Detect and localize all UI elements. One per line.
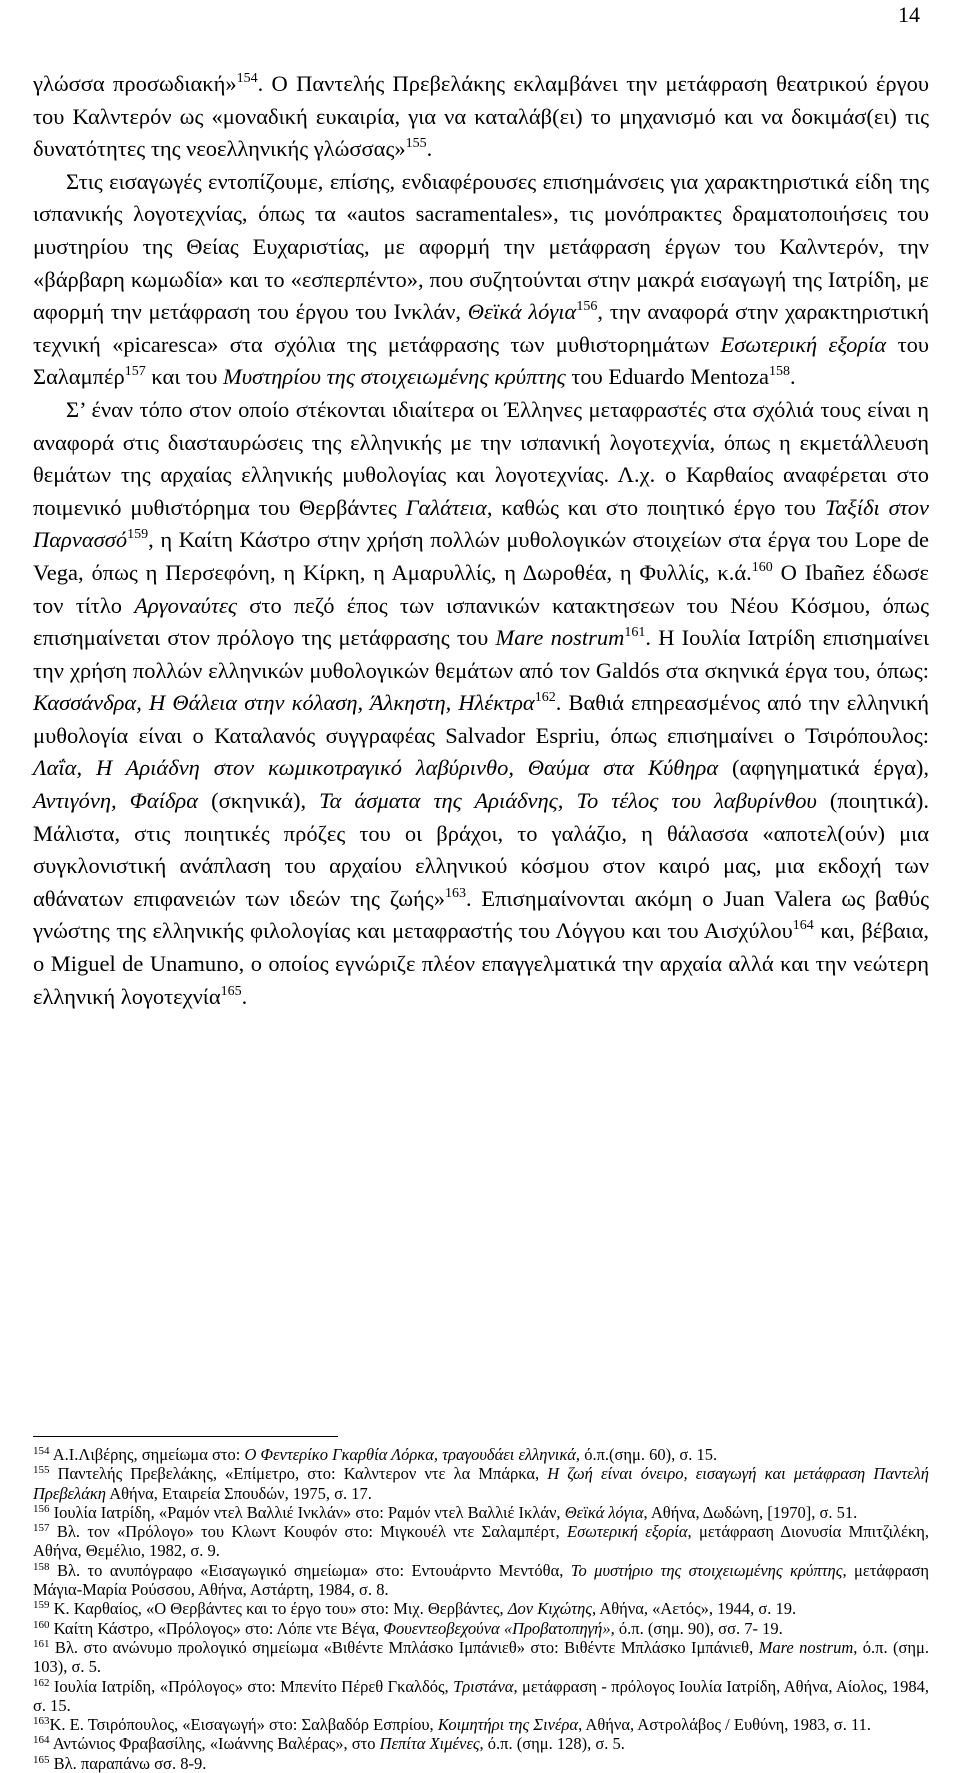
text-run: (σκηνικά),: [198, 788, 320, 814]
text-run: Α.Ι.Λιβέρης, σημείωμα στο:: [49, 1445, 245, 1464]
text-run: .: [790, 364, 796, 390]
text-run: Βλ. παραπάνω σσ. 8-9.: [49, 1753, 207, 1773]
footnote-ref: 164: [792, 918, 814, 934]
paragraph: [33, 68, 929, 166]
paragraph: [33, 394, 929, 1013]
italic-title: Τα άσματα της Αριάδνης, Το τέλος του λαβυρίνθου: [319, 788, 817, 814]
italic-title: Αργοναύτες: [134, 592, 238, 618]
italic-title: Το μυστήριο της στοιχειωμένης κρύπτης: [570, 1560, 843, 1580]
footnote-ref: 159: [33, 1599, 50, 1612]
text-run: Ιουλία Ιατρίδη, «Ραμόν ντελ Βαλλιέ Ινκλάν» στο: Ραμόν ντελ Βαλλιέ Ικλάν,: [49, 1502, 565, 1522]
footnote-ref: 160: [751, 559, 773, 575]
text-run: , Αθήνα, «Αετός», 1944, σ. 19.: [592, 1599, 797, 1619]
text-run: και, βέβαια, ο Miguel de Unamuno, ο οποίος εγνώριζε πλέον επαγγελματικά την αρχαία αλλά και την νεώτερη ελληνική λογοτεχνία: [33, 918, 929, 1009]
footnote: [33, 1522, 929, 1561]
footnote: [33, 1599, 929, 1618]
text-run: και του: [145, 364, 223, 390]
footnote-ref: 162: [534, 690, 556, 706]
text-run: του Eduardo Mentoza: [565, 364, 769, 390]
footnote-ref: 165: [220, 983, 242, 999]
italic-title: Ταξίδι στον Παρνασσό: [33, 494, 930, 553]
text-run: , μετάφραση - πρόλογος Ιουλία Ιατρίδη, Αθήνα, Αίολος, 1984, σ. 15.: [33, 1676, 930, 1715]
italic-title: Κοιμητήρι της Σινέρα: [437, 1715, 579, 1735]
text-run: Στις εισαγωγές εντοπίζουμε, επίσης, ενδιαφέρουσες επισημάνσεις για χαρακτηριστικά είδη της ισπανικής λογοτεχνίας, όπως τα «autos sacramentales», τις μονόπρακτες δραματοποιήσεις του μυστηρίου της Θείας Ευχαριστίας, με αφορμή την μετάφραση έργων του Καλντερόν, την «βάρβαρη κωμωδία» και το «εσπερπέντο», που συζητούνται στην μακρά εισαγωγή της Ιατρίδη, με αφορμή την μετάφραση του έργου του Ινκλάν,: [33, 168, 929, 325]
text-run: Ιουλία Ιατρίδη, «Πρόλογος» στο: Μπενίτο Πέρεθ Γκαλδός,: [49, 1676, 454, 1696]
footnote-ref: 157: [33, 1522, 50, 1535]
italic-title: Ο Φεντερίκο Γκαρθία Λόρκα, τραγουδάει ελληνικά,: [244, 1445, 581, 1464]
footnote: [33, 1619, 929, 1638]
text-run: .: [426, 136, 433, 162]
text-run: , ό.π. (σημ. 128), σ. 5.: [479, 1734, 625, 1754]
footnote-ref: 154: [33, 1445, 50, 1457]
text-run: , καθώς και στο ποιητικό έργο του: [486, 494, 825, 520]
italic-title: Θεϊκά λόγια: [564, 1502, 644, 1522]
italic-title: Κασσάνδρα, Η Θάλεια στην κόλαση, Άλκηστη, Ηλέκτρα: [33, 690, 535, 716]
footnote-ref: 155: [405, 136, 427, 152]
italic-title: Θεϊκά λόγια: [467, 299, 577, 325]
italic-title: Mare nostrum: [495, 625, 625, 651]
text-run: , την αναφορά στην χαρακτηριστική τεχνική «picaresca» στα σχόλια της μετάφρασης των μυθιστορημάτων: [33, 299, 929, 357]
footnote-ref: 163: [33, 1715, 50, 1728]
italic-title: Αντιγόνη, Φαίδρα: [33, 788, 199, 814]
footnote-ref: 159: [127, 527, 149, 543]
footnote-ref: 154: [236, 71, 258, 86]
text-run: . Η Ιουλία Ιατρίδη επισημαίνει την χρήση πολλών ελληνικών μυθολογικών θεμάτων από τον Galdós στα σκηνικά έργα του, όπως:: [33, 625, 929, 683]
footnote: [33, 1464, 929, 1503]
italic-title: Εσωτερική εξορία: [720, 331, 887, 357]
text-run: στο πεζό έπος των ισπανικών κατακτησεων του Νέου Κόσμου, όπως επισημαίνεται στον πρόλογο της μετάφρασης του: [33, 592, 929, 651]
footnote-ref: 155: [33, 1464, 50, 1477]
text-run: (ποιητικά). Μάλιστα, στις ποιητικές πρόζες του οι βράχοι, το γαλάζιο, η θάλασσα «αποτελ(ούν) μια συγκλονιστική ανάπλαση του αρχαίου ελληνικού κόσμου στον καιρό μας, μια εκδοχή των αθάνατων επιφανειών των ιδεών της ζωής»: [33, 788, 929, 911]
text-run: Σ’ έναν τόπο στον οποίο στέκονται ιδιαίτερα οι Έλληνες μεταφραστές στα σχόλιά τους είναι η αναφορά στις διασταυρώσεις της ελληνικής με την ισπανική λογοτεχνία, όπως η εκμετάλλευση θεμάτων της αρχαίας ελληνικής μυθολογίας και λογοτεχνίας. Λ.χ. ο Καρθαίος αναφέρεται στο ποιμενικό μυθιστόρημα του Θερβάντες: [33, 396, 929, 520]
text-run: Κ. Καρθαίος, «Ο Θερβάντες και το έργο του» στο: Μιχ. Θερβάντες,: [49, 1599, 508, 1619]
text-run: Αντώνιος Φραβασίλης, «Ιωάννης Βαλέρας», στο: [49, 1734, 380, 1754]
italic-title: Γαλάτεια: [405, 494, 487, 520]
footnote-ref: 158: [769, 364, 790, 380]
text-run: , η Καίτη Κάστρο στην χρήση πολλών μυθολογικών στοιχείων στα έργα του Lope de Vega, όπως η Περσεφόνη, η Κίρκη, η Αμαρυλλίς, η Δωροθέα, η Φυλλίς, κ.ά.: [33, 527, 929, 585]
footnote-ref: 157: [124, 364, 146, 380]
text-run: Καίτη Κάστρο, «Πρόλογος» στο: Λόπε ντε Βέγα,: [49, 1618, 384, 1638]
text-run: . Επισημαίνονται ακόμη ο Juan Valera ως βαθύς γνώστης της ελληνικής φιλολογίας και μεταφραστής του Λόγγου και του Αισχύλου: [33, 885, 929, 944]
footnote-ref: 164: [33, 1734, 50, 1747]
text-run: Ο Ibañez έδωσε τον τίτλο: [33, 559, 929, 618]
italic-title: Λαΐα, Η Αριάδνη στον κωμικοτραγικό λαβύρινθο, Θαύμα στα Κύθηρα: [33, 755, 719, 781]
text-run: . Ο Παντελής Πρεβελάκης εκλαμβάνει την μετάφραση θεατρικού έργου του Καλντερόν ως «μοναδική ευκαιρία, για να καταλάβ(ει) το μηχανισμό και να δοκιμάσ(ει) τις δυνατότητες της νεοελληνικής γλώσσας»: [33, 71, 929, 162]
italic-title: Εσωτερική εξορία: [567, 1522, 688, 1542]
footnote-ref: 160: [33, 1618, 50, 1631]
italic-title: Τριστάνα: [453, 1676, 514, 1696]
footnote: [33, 1677, 929, 1716]
text-run: Παντελής Πρεβελάκης, «Επίμετρο, στο: Καλντερον ντε λα Μπάρκα,: [49, 1464, 548, 1484]
italic-title: Η ζωή είναι όνειρο, εισαγωγή και μετάφραση Παντελή Πρεβελάκη: [33, 1464, 929, 1503]
text-run: ό.π.(σημ. 60), σ. 15.: [580, 1445, 718, 1464]
text-run: , μετάφραση Διονυσία Μπιτζιλέκη, Αθήνα, Θεμέλιο, 1982, σ. 9.: [33, 1522, 930, 1561]
text-run: Βλ. το ανυπόγραφο «Εισαγωγικό σημείωμα» στο: Εντουάρντο Μεντόθα,: [49, 1560, 571, 1580]
text-run: , μετάφραση Μάγια-Μαρία Ρούσσου, Αθήνα, Αστάρτη, 1984, σ. 8.: [33, 1560, 929, 1600]
text-run: , Αθήνα, Δωδώνη, [1970], σ. 51.: [643, 1502, 858, 1522]
text-run: , ό.π. (σημ. 103), σ. 5.: [33, 1637, 929, 1677]
italic-title: Μυστηρίου της στοιχειωμένης κρύπτης: [222, 364, 566, 390]
italic-title: Πεπίτα Χιμένες: [379, 1734, 480, 1754]
footnote-separator: [33, 1436, 338, 1437]
body-text: [33, 68, 929, 1013]
text-run: του Σαλαμπέρ: [33, 331, 930, 390]
footnote-ref: 156: [576, 299, 598, 315]
footnote-ref: 162: [33, 1676, 50, 1689]
footnote-ref: 163: [444, 885, 466, 901]
page-number: 14: [898, 2, 920, 27]
text-run: γλώσσα προσωδιακή»: [33, 71, 237, 96]
italic-title: Φουεντεοβεχούνα «Προβατοπηγή»: [383, 1618, 611, 1638]
italic-title: Mare nostrum: [758, 1637, 854, 1657]
text-run: Βλ. στο ανώνυμο προλογικό σημείωμα «Βιθέντε Μπλάσκο Ιμπάνιεθ» στο: Βιθέντε Μπλάσκο Ιμπάνιεθ,: [49, 1637, 759, 1657]
italic-title: Δον Κιχώτης: [507, 1599, 592, 1619]
text-run: Βλ. τον «Πρόλογο» του Κλωντ Κουφόν στο: Μιγκουέλ ντε Σαλαμπέρτ,: [49, 1522, 567, 1542]
footnote: [33, 1503, 929, 1522]
footnote: [33, 1754, 929, 1773]
footnote: [33, 1445, 929, 1464]
footnote-ref: 165: [33, 1753, 50, 1766]
footnote: [33, 1638, 929, 1677]
footnote: [33, 1734, 929, 1753]
text-run: Αθήνα, Εταιρεία Σπουδών, 1975, σ. 17.: [105, 1483, 372, 1503]
text-run: , Αθήνα, Αστρολάβος / Ευθύνη, 1983, σ. 11.: [578, 1715, 871, 1735]
footnote-ref: 161: [624, 625, 646, 641]
text-run: .: [241, 983, 248, 1009]
text-run: Κ. Ε. Τσιρόπουλος, «Εισαγωγή» στο: Σαλβαδόρ Εσπρίου,: [49, 1715, 438, 1735]
footnotes: [33, 1445, 929, 1773]
footnote-ref: 161: [33, 1637, 50, 1650]
footnote-ref: 158: [33, 1560, 50, 1573]
footnote: [33, 1561, 929, 1600]
paragraph: [33, 166, 929, 394]
footnote: [33, 1715, 929, 1734]
text-run: (αφηγηματικά έργα),: [718, 755, 929, 781]
text-run: , ό.π. (σημ. 90), σσ. 7- 19.: [610, 1618, 783, 1638]
text-run: . Βαθιά επηρεασμένος από την ελληνική μυθολογία είναι ο Καταλανός συγγραφέας Salvador Espriu, όπως επισημαίνει ο Τσιρόπουλος:: [33, 690, 930, 748]
footnote-ref: 156: [33, 1502, 50, 1515]
